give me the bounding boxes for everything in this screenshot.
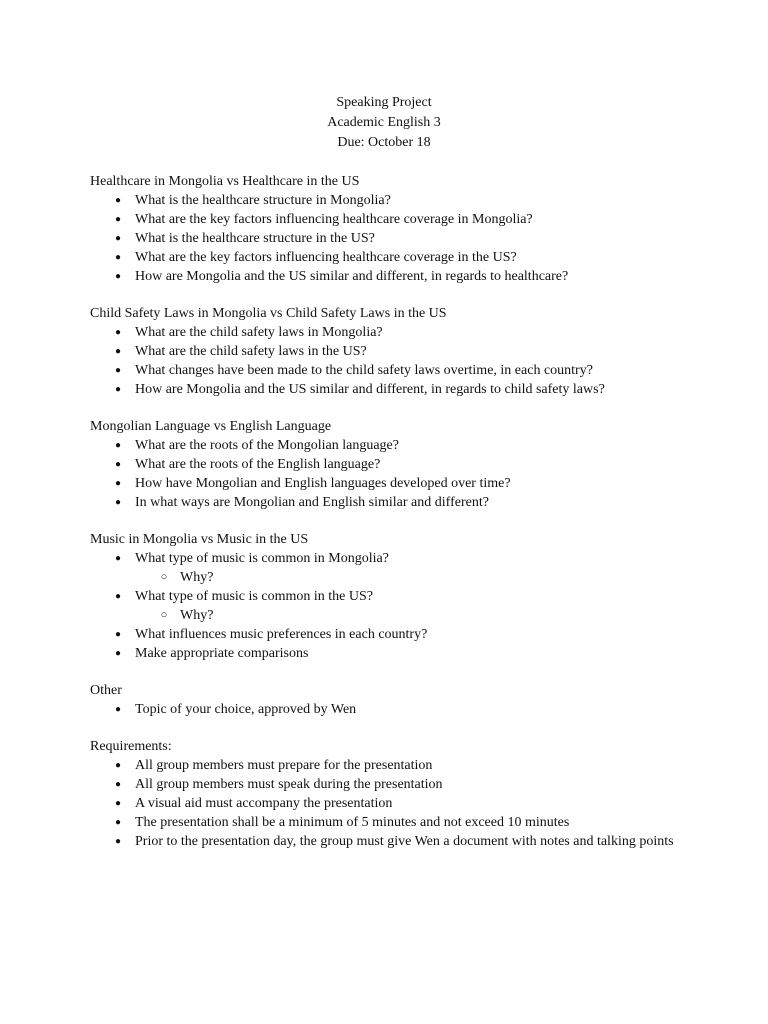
bullet-icon: ● [114, 440, 122, 451]
bullet-icon: ● [114, 365, 122, 376]
list-item [90, 267, 730, 286]
list-item [90, 342, 730, 361]
sub-list-item [135, 606, 730, 625]
bullet-list [90, 756, 730, 851]
list-item-text: What type of music is common in the US? [135, 589, 373, 604]
list-item [90, 229, 730, 248]
topic-section [90, 530, 730, 663]
sub-list [135, 606, 730, 625]
bullet-icon: ● [114, 327, 122, 338]
list-item-text: All group members must prepare for the presentation [135, 758, 433, 773]
topic-section [90, 304, 730, 399]
bullet-icon: ● [114, 497, 122, 508]
list-item-text: What is the healthcare structure in Mongolia? [135, 193, 391, 208]
list-item [90, 625, 730, 644]
bullet-icon: ● [114, 346, 122, 357]
sub-list-item-text: Why? [180, 570, 214, 585]
bullet-icon: ● [114, 817, 122, 828]
bullet-icon: ● [114, 648, 122, 659]
list-item-text: What type of music is common in Mongolia? [135, 551, 389, 566]
list-item-text: A visual aid must accompany the presentation [135, 796, 393, 811]
list-item-text: How are Mongolia and the US similar and different, in regards to healthcare? [135, 269, 569, 284]
list-item-text: How have Mongolian and English languages developed over time? [135, 476, 511, 491]
course-name: Academic English 3 [327, 115, 441, 130]
list-item [90, 455, 730, 474]
bullet-icon: ● [114, 271, 122, 282]
list-item [90, 191, 730, 210]
section-title: Healthcare in Mongolia vs Healthcare in the US [90, 174, 360, 189]
bullet-icon: ● [114, 384, 122, 395]
document-title: Speaking Project [336, 95, 432, 110]
due-date: Due: October 18 [337, 135, 431, 150]
bullet-icon: ● [114, 836, 122, 847]
bullet-list [90, 436, 730, 512]
sub-list [135, 568, 730, 587]
list-item [90, 832, 730, 851]
list-item-text: What are the roots of the English language? [135, 457, 381, 472]
bullet-list [90, 549, 730, 663]
section-title: Other [90, 683, 122, 698]
section-title: Requirements: [90, 739, 172, 754]
topic-section [90, 417, 730, 512]
circle-bullet-icon: ○ [160, 571, 168, 583]
bullet-icon: ● [114, 478, 122, 489]
list-item [90, 549, 730, 587]
bullet-list [90, 323, 730, 399]
list-item [90, 813, 730, 832]
list-item-text: Prior to the presentation day, the group must give Wen a document with notes and talking points [135, 834, 674, 849]
section-title: Child Safety Laws in Mongolia vs Child Safety Laws in the US [90, 306, 447, 321]
list-item-text: Topic of your choice, approved by Wen [135, 702, 357, 717]
bullet-icon: ● [114, 252, 122, 263]
topic-section [90, 737, 730, 851]
list-item-text: What influences music preferences in each country? [135, 627, 428, 642]
bullet-icon: ● [114, 195, 122, 206]
list-item-text: What changes have been made to the child safety laws overtime, in each country? [135, 363, 593, 378]
list-item [90, 644, 730, 663]
topic-section [90, 681, 730, 719]
section-title: Mongolian Language vs English Language [90, 419, 332, 434]
list-item-text: All group members must speak during the presentation [135, 777, 443, 792]
bullet-icon: ● [114, 760, 122, 771]
bullet-icon: ● [114, 779, 122, 790]
list-item [90, 794, 730, 813]
list-item [90, 323, 730, 342]
list-item-text: What are the roots of the Mongolian language? [135, 438, 399, 453]
bullet-icon: ● [114, 629, 122, 640]
list-item-text: What are the key factors influencing healthcare coverage in Mongolia? [135, 212, 533, 227]
bullet-icon: ● [114, 591, 122, 602]
list-item [90, 436, 730, 455]
bullet-icon: ● [114, 704, 122, 715]
circle-bullet-icon: ○ [160, 609, 168, 621]
document-body [90, 172, 730, 869]
bullet-list [90, 700, 730, 719]
list-item [90, 700, 730, 719]
bullet-icon: ● [114, 798, 122, 809]
bullet-icon: ● [114, 233, 122, 244]
list-item [90, 380, 730, 399]
list-item-text: What are the child safety laws in Mongolia? [135, 325, 383, 340]
list-item [90, 587, 730, 625]
list-item-text: How are Mongolia and the US similar and different, in regards to child safety laws? [135, 382, 605, 397]
list-item-text: What are the key factors influencing healthcare coverage in the US? [135, 250, 517, 265]
list-item-text: What is the healthcare structure in the US? [135, 231, 375, 246]
topic-section [90, 172, 730, 286]
list-item [90, 775, 730, 794]
bullet-icon: ● [114, 459, 122, 470]
bullet-icon: ● [114, 214, 122, 225]
list-item-text: In what ways are Mongolian and English similar and different? [135, 495, 489, 510]
bullet-icon: ● [114, 553, 122, 564]
list-item [90, 756, 730, 775]
bullet-list [90, 191, 730, 286]
sub-list-item-text: Why? [180, 608, 214, 623]
list-item [90, 474, 730, 493]
list-item [90, 210, 730, 229]
list-item-text: The presentation shall be a minimum of 5 minutes and not exceed 10 minutes [135, 815, 570, 830]
section-title: Music in Mongolia vs Music in the US [90, 532, 309, 547]
sub-list-item [135, 568, 730, 587]
list-item-text: Make appropriate comparisons [135, 646, 309, 661]
list-item [90, 493, 730, 512]
list-item [90, 361, 730, 380]
list-item [90, 248, 730, 267]
list-item-text: What are the child safety laws in the US? [135, 344, 367, 359]
document-header [0, 93, 768, 153]
